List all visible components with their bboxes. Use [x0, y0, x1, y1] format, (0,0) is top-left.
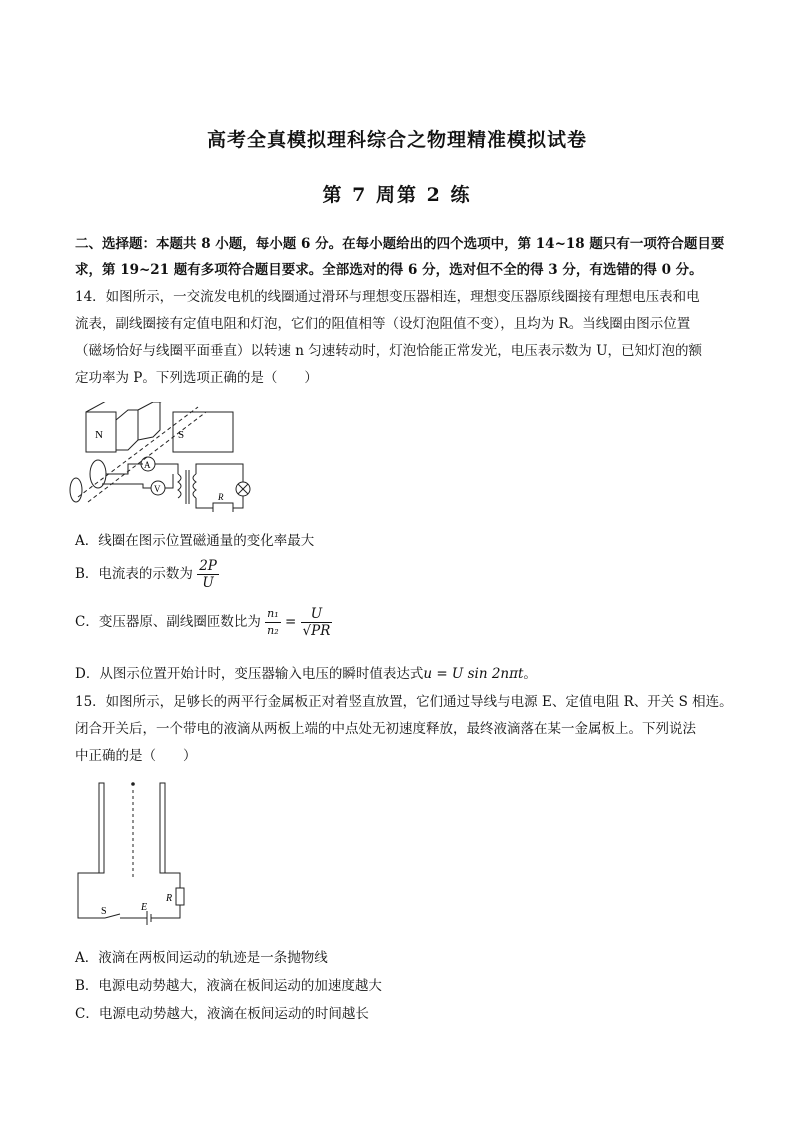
q14-option-d [75, 662, 537, 682]
q14-option-d-text: D．从图示位置开始计时，变压器输入电压的瞬时值表达式 [75, 666, 424, 682]
q14-generator-figure [68, 402, 268, 512]
section-instructions-line-1: 二、选择题：本题共 8 小题，每小题 6 分。在每小题给出的四个选项中，第 14~18 题只有一项符合题目要 [75, 236, 725, 252]
s-label: S [178, 429, 185, 441]
secondary-coil [193, 474, 196, 498]
q15-stem-line-3: 中正确的是（ ） [75, 748, 197, 764]
resistor-label: R [218, 492, 224, 502]
q15-option-a: A．液滴在两板间运动的轨迹是一条抛物线 [75, 950, 328, 966]
q14-option-d-suffix: 。 [523, 666, 537, 682]
equals-sign: = [284, 614, 297, 630]
ammeter-label: A [144, 460, 151, 470]
q15-stem-line-1: 15．如图所示，足够长的两平行金属板正对着竖直放置，它们通过导线与电源 E、定值电阻 R、开关 S 相连。 [75, 694, 733, 710]
q15-circuit-figure [75, 780, 195, 925]
q14-option-c [75, 606, 332, 639]
q14-stem-line-2: 流表，副线圈接有定值电阻和灯泡，它们的阻值相等（设灯泡阻值不变），且均为 R。当线圈由图示位置 [75, 316, 691, 332]
fraction-numerator: U [301, 606, 333, 623]
q14-option-c-text: C．变压器原、副线圈匝数比为 [75, 614, 261, 630]
section-instructions-line-2: 求，第 19~21 题有多项符合题目要求。全部选对的得 6 分，选对但不全的得 3 分，有选错的得 0 分。 [75, 262, 703, 278]
q14-stem-line-4: 定功率为 P。下列选项正确的是（ ） [75, 370, 318, 386]
q14-option-b-fraction [197, 558, 219, 591]
page-title: 高考全真模拟理科综合之物理精准模拟试卷 [206, 129, 587, 151]
wire-right [165, 873, 180, 888]
switch-symbol [105, 914, 120, 918]
q14-option-c-right-fraction [301, 606, 333, 639]
fraction-denominator: U [202, 575, 214, 591]
q14-option-d-expression: u = U sin 2nπt [423, 666, 524, 682]
fraction-denominator: √PR [302, 623, 331, 639]
fraction-numerator: n₁ [265, 606, 281, 623]
q15-stem-line-2: 闭合开关后，一个带电的液滴从两板上端的中点处无初速度释放，最终液滴落在某一金属板上。下列说法 [75, 721, 696, 737]
q14-option-a: A．线圈在图示位置磁通量的变化率最大 [75, 533, 315, 549]
switch-label: S [101, 906, 107, 917]
right-plate [160, 783, 165, 873]
q15-option-c: C．电源电动势越大，液滴在板间运动的时间越长 [75, 1006, 369, 1022]
q14-stem-line-3: （磁场恰好与线圈平面垂直）以转速 n 匀速转动时，灯泡恰能正常发光，电压表示数为 U，已知灯泡的额 [75, 343, 702, 359]
voltmeter-label: V [154, 484, 161, 494]
q14-option-c-left-fraction [265, 606, 281, 639]
liquid-drop [131, 782, 135, 786]
q14-option-b [75, 558, 219, 591]
page-subtitle: 第 7 周第 2 练 [322, 184, 472, 206]
resistor-symbol [176, 888, 184, 905]
q15-option-b: B．电源电动势越大，液滴在板间运动的加速度越大 [75, 978, 382, 994]
q14-stem-line-1: 14．如图所示，一交流发电机的线圈通过滑环与理想变压器相连，理想变压器原线圈接有理想电压表和电 [75, 289, 700, 305]
coil-frame [116, 410, 138, 450]
resistor-symbol [213, 503, 233, 512]
source-label: E [141, 902, 148, 913]
fraction-denominator: n₂ [267, 624, 279, 637]
q14-option-b-text: B．电流表的示数为 [75, 566, 193, 582]
n-label: N [95, 429, 103, 441]
fraction-numerator: 2P [199, 558, 217, 574]
left-plate [99, 783, 104, 873]
resistor-label: R [166, 893, 173, 904]
primary-coil [178, 474, 181, 498]
